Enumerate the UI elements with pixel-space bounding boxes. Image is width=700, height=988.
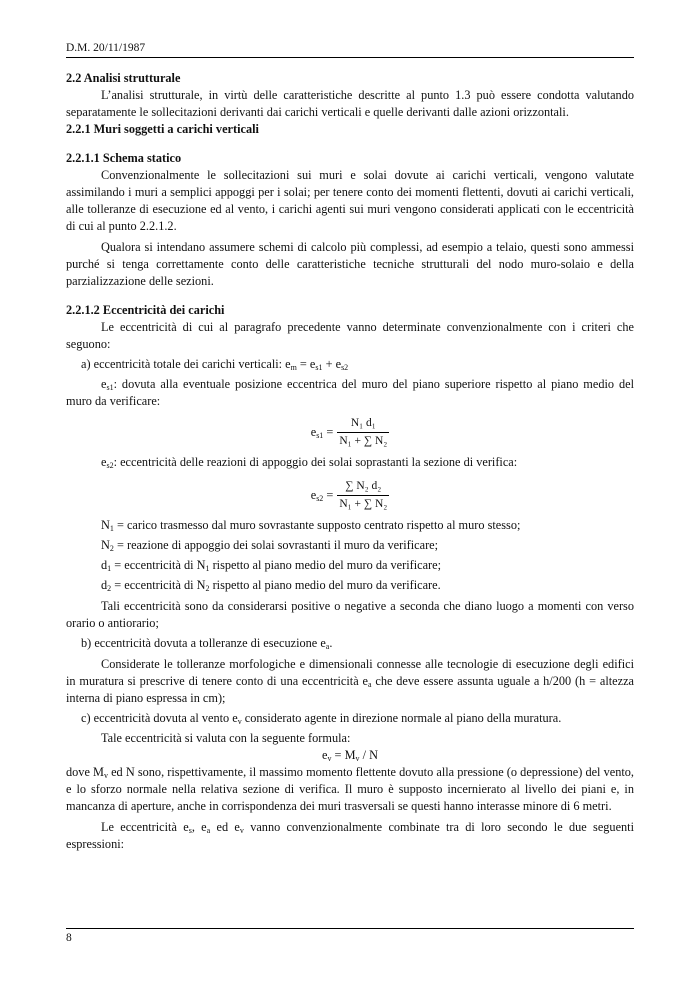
page-body	[66, 70, 634, 853]
paragraph-wind-formula-intro: Tale eccentricità si valuta con la seguente formula:	[101, 731, 351, 745]
section-title-2-2-1-2: 2.2.1.2 Eccentricità dei carichi	[66, 303, 225, 317]
paragraph-2-2-1-1-a: Convenzionalmente le sollecitazioni sui muri e solai dovute ai carichi verticali, vengono valutate assimilando i muri a semplici appoggi per i solai; per tenere conto dei momenti flettenti, dovuti ai carichi verticali, alle tolleranze di esecuzione ed al vento, i carichi agenti sui muri vengono considerati applicati con le eccentricità di cui al punto 2.2.1.2.	[66, 168, 634, 233]
list-item-b: b) eccentricità dovuta a tolleranze di esecuzione $e_a$.	[81, 636, 333, 651]
footer-divider	[66, 928, 634, 929]
definition-es1: $e_{s1}$: dovuta alla eventuale posizione eccentrica del muro del piano superiore rispetto al piano medio del muro da verificare:	[66, 377, 634, 408]
paragraph-sign-convention: Tali eccentricità sono da considerarsi positive o negative a seconda che diano luogo a momenti con verso orario o antiorario;	[66, 599, 634, 630]
definition-d2: $d_2$ = eccentricità di $N_2$ rispetto al piano medio del muro da verificare.	[101, 578, 441, 593]
formula-es1-numerator: N₁ d₁	[350, 416, 376, 429]
header-divider	[66, 57, 634, 58]
paragraph-2-2: L’analisi strutturale, in virtù delle caratteristiche descritte al punto 1.3 può essere condotta valutando separatamente le sollecitazioni derivanti dai carichi verticali e quelle derivanti dalle azioni orizzontali.	[66, 88, 634, 119]
section-title-2-2-1: 2.2.1 Muri soggetti a carichi verticali	[66, 122, 259, 136]
section-title-2-2: 2.2 Analisi strutturale	[66, 71, 181, 85]
list-item-c: c) eccentricità dovuta al vento $e_v$ considerato agente in direzione normale al piano della muratura.	[81, 711, 562, 726]
formula-es1: $e_{s1}$ = $\frac{\text{N₁ d₁}}{\text{N₁ + ∑ N₂}}$	[310, 416, 388, 447]
definition-d1: $d_1$ = eccentricità di $N_1$ rispetto al piano medio del muro da verificare;	[101, 558, 442, 573]
paragraph-2-2-1-2-intro: Le eccentricità di cui al paragrafo precedente vanno determinate convenzionalmente con i criteri che seguono:	[66, 320, 634, 351]
running-head: D.M. 20/11/1987	[66, 42, 146, 54]
formula-es2-denominator: N₁ + ∑ N₂	[337, 495, 389, 512]
formula-es2-numerator: ∑ N₂ d₂	[345, 479, 382, 492]
formula-ev: $e_v = M_v / N$	[322, 748, 378, 763]
paragraph-combination: Le eccentricità $e_s$, $e_a$ ed $e_v$ vanno convenzionalmente combinate tra di loro secondo le due seguenti espressioni:	[66, 820, 635, 851]
definition-es2: $e_{s2}$: eccentricità delle reazioni di appoggio dei solai soprastanti la sezione di verifica:	[101, 455, 518, 470]
paragraph-tolerances: Considerate le tolleranze morfologiche e dimensionali connesse alle tecnologie di esecuzione degli edifici in muratura si prescrive di tenere conto di una eccentricità $e_a$ che deve essere assunta uguale a h/200 (h = altezza interna di piano espressa in cm);	[66, 657, 634, 705]
formula-es1-denominator: N₁ + ∑ N₂	[337, 432, 389, 449]
list-item-a: a) eccentricità totale dei carichi verticali: $e_m = e_{s1} + e_{s2}$	[81, 357, 349, 372]
definition-n2: $N_2$ = reazione di appoggio dei solai sovrastanti il muro da verificare;	[101, 538, 439, 553]
paragraph-wind-explanation: dove $M_v$ ed N sono, rispettivamente, il massimo momento flettente dovuto alla pressione (o depressione) del vento, e lo sforzo normale nella relativa sezione di verifica. Il muro è supposto incernierato al livello dei piani e, in mancanza di aperture, anche in corrispondenza dei muri trasversali se questi hanno interasse minore di 6 metri.	[66, 765, 634, 813]
section-title-2-2-1-1: 2.2.1.1 Schema statico	[66, 151, 182, 165]
page-number: 8	[66, 932, 72, 944]
formula-es2: $e_{s2}$ = $\frac{\text{∑ N₂ d₂}}{\text{N₁ + ∑ N₂}}$	[310, 479, 388, 510]
definition-n1: $N_1$ = carico trasmesso dal muro sovrastante supposto centrato rispetto al muro stesso;	[101, 518, 521, 533]
paragraph-2-2-1-1-b: Qualora si intendano assumere schemi di calcolo più complessi, ad esempio a telaio, questi sono ammessi purché si tenga correttamente conto delle caratteristiche tecniche strutturali del nodo muro-solaio e della parzializzazione delle sezioni.	[66, 240, 634, 288]
